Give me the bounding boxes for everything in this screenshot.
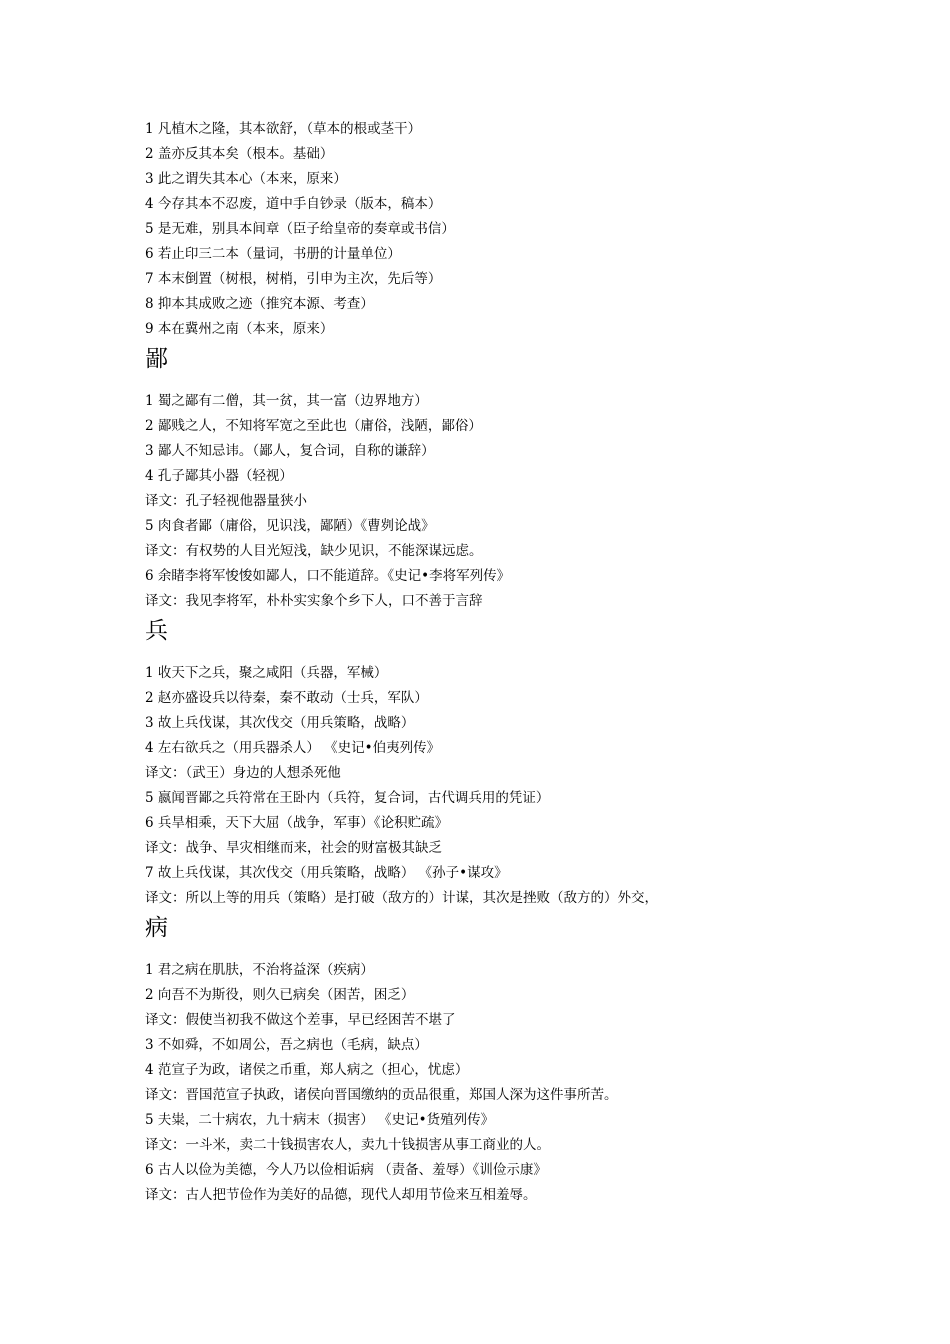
section-bi [145,345,865,614]
text-line: 译文：晋国范宣子执政，诸侯向晋国缴纳的贡品很重，郑国人深为这件事所苦。 [145,1087,618,1103]
text-line: 译文：假使当初我不做这个差事，早已经困苦不堪了 [145,1012,456,1028]
text-line: 6 兵旱相乘，天下大屈（战争，军事）《论积贮疏》 [145,815,449,831]
section-bing-illness [145,914,865,1208]
text-line: 译文：战争、旱灾相继而来，社会的财富极其缺乏 [145,840,442,856]
section-heading: 病 [145,915,168,941]
text-line: 6 余睹李将军悛悛如鄙人，口不能道辞。《史记•李将军列传》 [145,568,511,584]
text-line: 7 本末倒置（树根，树梢，引申为主次，先后等） [145,271,442,287]
text-line: 6 若止印三二本（量词，书册的计量单位） [145,246,401,262]
text-line: 2 盖亦反其本矣（根本。基础） [145,146,334,162]
text-line: 译文：（武王）身边的人想杀死他 [145,765,341,781]
section-bing-soldier [145,617,865,911]
text-line: 1 君之病在肌肤，不治将益深（疾病） [145,962,374,978]
text-line: 6 古人以俭为美德，今人乃以俭相诟病 （责备、羞辱）《训俭示康》 [145,1162,547,1178]
text-line: 9 本在冀州之南（本来，原来） [145,321,334,337]
text-line: 译文：有权势的人目光短浅，缺少见识，不能深谋远虑。 [145,543,483,559]
text-line: 1 收天下之兵，聚之咸阳（兵器，军械） [145,665,388,681]
text-line: 4 孔子鄙其小器（轻视） [145,468,293,484]
text-line: 译文：古人把节俭作为美好的品德，现代人却用节俭来互相羞辱。 [145,1187,537,1203]
text-line: 7 故上兵伐谋，其次伐交（用兵策略，战略） 《孙子•谋攻》 [145,865,508,881]
text-line: 译文：一斗米，卖二十钱损害农人，卖九十钱损害从事工商业的人。 [145,1137,550,1153]
text-line: 1 蜀之鄙有二僧，其一贫，其一富（边界地方） [145,393,428,409]
text-line: 4 今存其本不忍废，道中手自钞录（版本，稿本） [145,196,442,212]
text-line: 译文：我见李将军，朴朴实实象个乡下人，口不善于言辞 [145,593,483,609]
text-line: 译文：所以上等的用兵（策略）是打破（敌方的）计谋，其次是挫败（敌方的）外交， [145,890,658,906]
text-line: 8 抑本其成败之迹（推究本源、考查） [145,296,374,312]
text-line: 2 向吾不为斯役，则久已病矣（困苦，困乏） [145,987,415,1003]
text-line: 2 赵亦盛设兵以待秦，秦不敢动（士兵，军队） [145,690,428,706]
text-line: 1 凡植木之隆，其本欲舒，（草本的根或茎干） [145,121,422,137]
text-line: 3 故上兵伐谋，其次伐交（用兵策略，战略） [145,715,415,731]
text-line: 5 夫粜，二十病农，九十病末（损害） 《史记•货殖列传》 [145,1112,495,1128]
section-heading: 鄙 [145,346,168,372]
text-line: 译文：孔子轻视他器量狭小 [145,493,307,509]
text-line: 4 范宣子为政，诸侯之币重，郑人病之（担心，忧虑） [145,1062,469,1078]
text-line: 5 是无难，别具本间章（臣子给皇帝的奏章或书信） [145,221,455,237]
text-line: 5 肉食者鄙（庸俗，见识浅，鄙陋）《曹刿论战》 [145,518,435,534]
section-heading: 兵 [145,618,168,644]
section-ben [145,117,865,342]
text-line: 3 此之谓失其本心（本来，原来） [145,171,347,187]
text-line: 2 鄙贱之人，不知将军宽之至此也（庸俗，浅陋，鄙俗） [145,418,482,434]
text-line: 5 嬴闻晋鄙之兵符常在王卧内（兵符，复合词，古代调兵用的凭证） [145,790,550,806]
text-line: 4 左右欲兵之（用兵器杀人） 《史记•伯夷列传》 [145,740,441,756]
text-line: 3 不如舜，不如周公，吾之病也（毛病，缺点） [145,1037,428,1053]
document-body [145,117,865,1208]
text-line: 3 鄙人不知忌讳。（鄙人，复合词，自称的谦辞） [145,443,435,459]
